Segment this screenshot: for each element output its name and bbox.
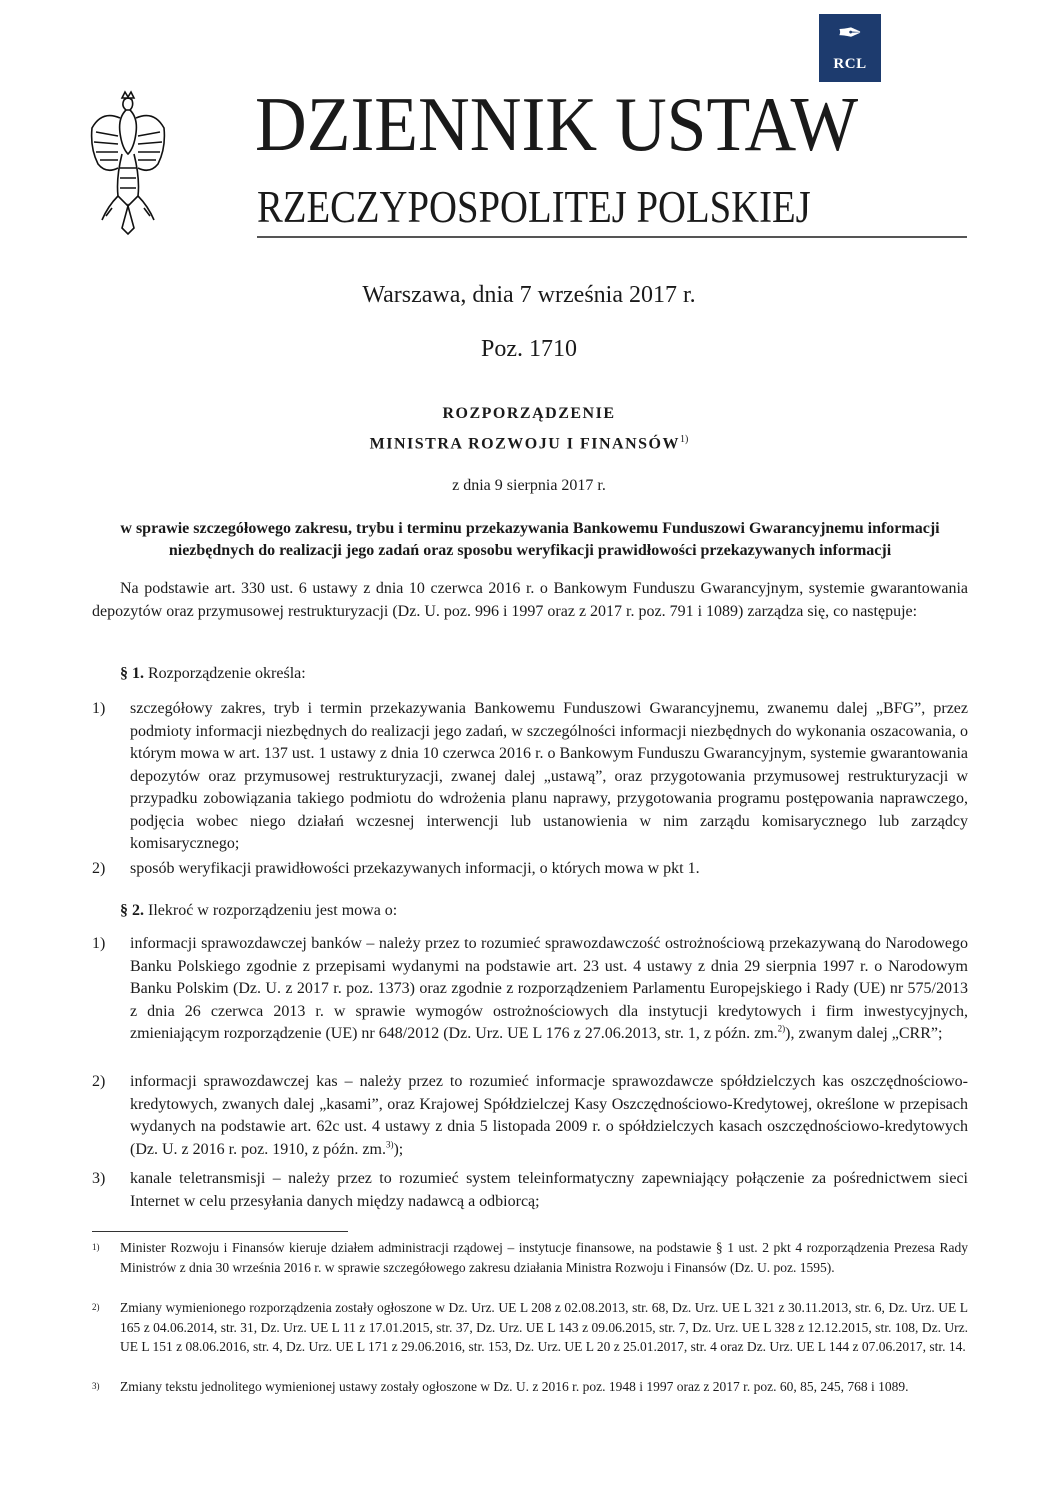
item-text xyxy=(130,1071,968,1161)
rcl-logo xyxy=(819,14,881,82)
footnote-divider xyxy=(92,1231,348,1232)
footnote-text: Zmiany wymienionego rozporządzenia zostały ogłoszone w Dz. Urz. UE L 208 z 02.08.2013, str. 68, Dz. Urz. UE L 321 z 30.11.2013, str. 6, Dz. Urz. UE L 165 z 04.06.2014, str. 31, Dz. Urz. UE L 11 z 17.01.2015, str. 37, Dz. Urz. UE L 143 z 09.06.2015, str. 7, Dz. Urz. UE L 328 z 12.12.2015, str. 108, Dz. Urz. UE L 151 z 08.06.2016, str. 4, Dz. Urz. UE L 171 z 29.06.2016, str. 153, Dz. Urz. UE L 20 z 25.01.2017, str. 4 oraz Dz. Urz. UE L 144 z 07.06.2017, str. 14. xyxy=(120,1300,968,1354)
act-preamble: Na podstawie art. 330 ust. 6 ustawy z dnia 10 czerwca 2016 r. o Bankowym Funduszu Gwarancyjnym, systemie gwarantowania depozytów oraz przymusowej restrukturyzacji (Dz. U. poz. 996 i 1997 oraz z 2017 r. poz. 791 i 1089) zarządza się, co następuje: xyxy=(92,580,968,620)
section-2-lead: Ilekroć w rozporządzeniu jest mowa o: xyxy=(148,902,398,919)
publication-position: Poz. 1710 xyxy=(481,336,577,362)
item-text-part: ), zwanym dalej „CRR”; xyxy=(785,1025,943,1042)
item-text-part: informacji sprawozdawczej kas – należy przez to rozumieć informacje sprawozdawcze spółdzielczych kas oszczędnościowo-kredytowych, zwanych dalej „kasami”, oraz Krajowej Spółdzielczej Kasy Oszczędnościowo-Kredytowej, określone w przepisach wydanych na podstawie art. 62c ust. 4 ustawy z dnia 5 listopada 2009 r. o spółdzielczych kasach oszczędnościowo-kredytowych (Dz. U. z 2016 r. poz. 1910, z późn. zm. xyxy=(130,1073,968,1158)
section-2-item xyxy=(92,1071,968,1161)
act-subject: w sprawie szczegółowego zakresu, trybu i terminu przekazywania Bankowemu Funduszowi Gwarancyjnemu informacji niezbędnych do realizacji jego zadań oraz sposobu weryfikacji prawidłowości przekazywanych informacji xyxy=(120,520,940,559)
footnote-ref[interactable]: 3) xyxy=(385,1139,394,1150)
section-2-item xyxy=(92,933,968,1046)
eagle-emblem-icon xyxy=(88,88,168,238)
section-1-symbol: § 1. xyxy=(120,665,144,682)
item-text-part: informacji sprawozdawczej banków – należy przez to rozumieć sprawozdawczość ostrożnościową przekazywaną do Narodowego Banku Polskiego zgodnie z przepisami wydanymi na podstawie art. 23 ust. 4 ustawy z dnia 29 sierpnia 1997 r. o Narodowym Banku Polskim (Dz. U. z 2017 r. poz. 1373) oraz zgodnie z rozporządzeniem Parlamentu Europejskiego i Rady (UE) nr 575/2013 z dnia 26 czerwca 2013 r. w sprawie wymogów ostrożnościowych dla instytucji kredytowych i firm inwestycyjnych, zmieniającym rozporządzenie (UE) nr 648/2012 (Dz. Urz. UE L 176 z 27.06.2013, str. 1, z późn. zm. xyxy=(130,935,968,1042)
item-number: 1) xyxy=(92,935,106,952)
footnote-number: 1) xyxy=(92,1242,100,1252)
footnote xyxy=(92,1238,968,1277)
item-number: 3) xyxy=(92,1170,106,1187)
section-1-item xyxy=(92,858,968,881)
item-number: 1) xyxy=(92,700,106,717)
footnote-number: 3) xyxy=(92,1381,100,1391)
item-text xyxy=(130,933,968,1046)
item-number: 2) xyxy=(92,1073,106,1090)
act-organ-name: MINISTRA ROZWOJU I FINANSÓW xyxy=(369,435,680,453)
footnote-text: Minister Rozwoju i Finansów kieruje działem administracji rządowej – instytucje finansowe, na podstawie § 1 ust. 2 pkt 4 rozporządzenia Prezesa Rady Ministrów z dnia 30 września 2016 r. w sprawie szczegółowego zakresu działania Ministra Rozwoju i Finansów (Dz. U. poz. 1595). xyxy=(120,1240,968,1275)
section-1-item xyxy=(92,698,968,856)
act-organ-footnote-ref[interactable]: 1) xyxy=(679,434,689,445)
act-organ xyxy=(0,434,1058,453)
section-2-symbol: § 2. xyxy=(120,902,144,919)
item-text-part: ); xyxy=(393,1140,404,1158)
publication-place-date: Warszawa, dnia 7 września 2017 r. xyxy=(362,282,696,308)
header-divider xyxy=(257,236,967,238)
item-text-part: kanale teletransmisji – należy przez to rozumieć system teleinformatyczny zapewniający połączenie za pośrednictwem sieci Internet w celu przesyłania danych między nadawcą a odbiorcą; xyxy=(130,1170,968,1210)
item-text: sposób weryfikacji prawidłowości przekazywanych informacji, o których mowa w pkt 1. xyxy=(130,860,700,877)
footnote-number: 2) xyxy=(92,1302,100,1312)
act-date: z dnia 9 sierpnia 2017 r. xyxy=(452,477,606,494)
item-text xyxy=(130,1168,968,1213)
section-1-heading xyxy=(120,665,306,683)
footnote-ref[interactable]: 2) xyxy=(777,1023,786,1034)
section-2-heading xyxy=(120,902,397,920)
section-2-item xyxy=(92,1168,968,1213)
item-text: szczegółowy zakres, tryb i termin przekazywania Bankowemu Funduszowi Gwarancyjnemu, zwanemu dalej „BFG”, przez podmioty informacji niezbędnych do realizacji jego zadań, w szczególności informacji niezbędnych do wykonania oszacowania, o którym mowa w art. 137 ust. 1 ustawy z dnia 10 czerwca 2016 r. o Bankowym Funduszu Gwarancyjnym, systemie gwarantowania depozytów oraz przymusowej restrukturyzacji, zwanej dalej „ustawą”, oraz przygotowania przymusowej restrukturyzacji w przypadku zobowiązania takiego podmiotu do wdrożenia planu naprawy, przygotowania programu postępowania naprawczego, podjęcia wobec niego działań wczesnej interwencji lub ustanowienia w nim zarządu komisarycznego lub zarządcy komisarycznego; xyxy=(130,700,968,852)
quill-icon: ✒ xyxy=(837,16,863,51)
item-number: 2) xyxy=(92,860,106,877)
footnote xyxy=(92,1298,968,1357)
journal-subtitle: RZECZYPOSPOLITEJ POLSKIEJ xyxy=(257,182,811,232)
rcl-logo-text: RCL xyxy=(833,56,867,72)
footnote xyxy=(92,1377,968,1397)
footnote-text: Zmiany tekstu jednolitego wymienionej ustawy zostały ogłoszone w Dz. U. z 2016 r. poz. 1948 i 1997 oraz z 2017 r. poz. 60, 85, 245, 768 i 1089. xyxy=(120,1379,909,1394)
act-type: ROZPORZĄDZENIE xyxy=(442,405,616,422)
section-1-lead: Rozporządzenie określa: xyxy=(148,665,306,682)
journal-title: DZIENNIK USTAW xyxy=(255,81,859,167)
